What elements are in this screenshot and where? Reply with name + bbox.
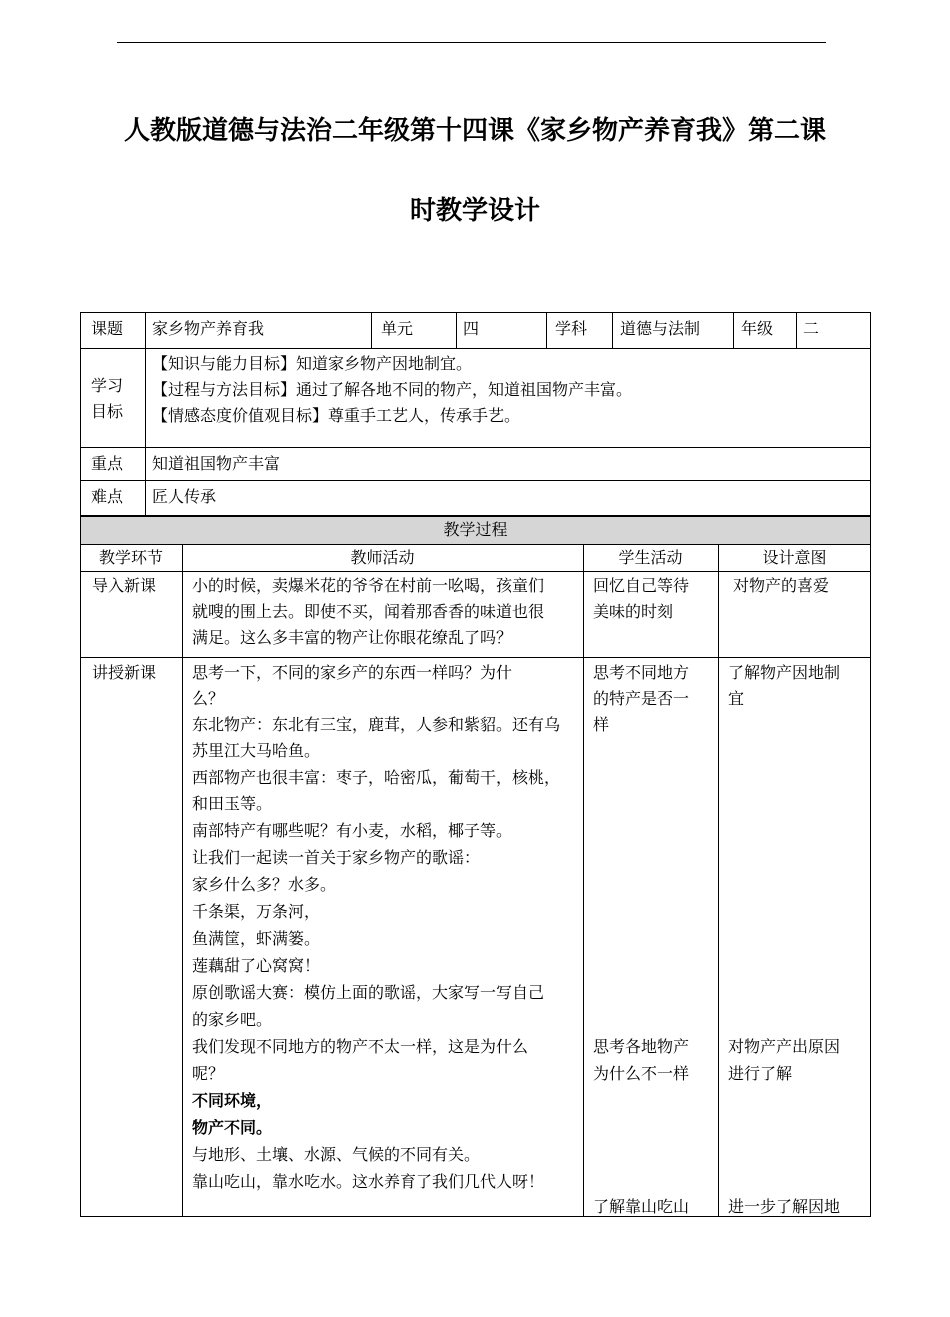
unit-value: 四 [463, 319, 480, 338]
column-header: 教师活动 [350, 548, 415, 567]
subject-value: 道德与法制 [620, 319, 701, 338]
teach-stage: 讲授新课 [92, 663, 157, 682]
intro-teacher-line: 满足。这么多丰富的物产让你眼花缭乱了吗？ [192, 628, 513, 647]
teach-teacher-line: 鱼满筐，虾满篓。 [192, 929, 321, 948]
intro-teacher-line: 就嗖的围上去。即使不买，闻着那香香的味道也很 [192, 602, 545, 621]
teach-student-line: 为什么不一样 [593, 1064, 690, 1083]
teach-intent-line: 了解物产因地制 [728, 663, 841, 682]
teach-teacher-line: 靠山吃山，靠水吃水。这水养育了我们几代人呀！ [192, 1172, 545, 1191]
grade-label: 年级 [741, 319, 774, 338]
teach-teacher-line: 千条渠，万条河， [192, 902, 321, 921]
intro-teacher-line: 小的时候，卖爆米花的爷爷在村前一吆喝，孩童们 [192, 576, 545, 595]
intro-student-line: 美味的时刻 [593, 602, 674, 621]
teach-intent-line: 对物产产出原因 [728, 1037, 841, 1056]
teach-student-line: 了解靠山吃山 [593, 1197, 690, 1216]
grade-value: 二 [803, 319, 820, 338]
goals-label-1: 学习 [91, 376, 124, 395]
difficulty-text: 匠人传承 [152, 487, 217, 506]
difficulty-label: 难点 [91, 487, 124, 506]
key-point-label: 重点 [91, 454, 124, 473]
topic-label: 课题 [91, 319, 124, 338]
column-header: 教学环节 [98, 548, 163, 567]
teach-teacher-line: 家乡什么多？水多。 [192, 875, 337, 894]
unit-label: 单元 [381, 319, 414, 338]
document-title-line1: 人教版道德与法治二年级第十四课《家乡物产养育我》第二课 [123, 116, 826, 146]
teach-teacher-line: 呢？ [192, 1064, 225, 1083]
column-header: 学生活动 [618, 548, 683, 567]
teach-teacher-line: 莲藕甜了心窝窝！ [192, 956, 321, 975]
teach-teacher-line: 西部物产也很丰富：枣子，哈密瓜，葡萄干，核桃， [192, 768, 561, 787]
teach-teacher-line: 不同环境， [192, 1091, 273, 1110]
goals-label-2: 目标 [91, 402, 124, 421]
document-title-line2: 时教学设计 [409, 196, 540, 226]
intro-student-line: 回忆自己等待 [593, 576, 690, 595]
teach-teacher-line: 苏里江大马哈鱼。 [192, 741, 321, 760]
goal-item: 【过程与方法目标】通过了解各地不同的物产，知道祖国物产丰富。 [152, 380, 633, 399]
teach-teacher-line: 与地形、土壤、水源、气候的不同有关。 [192, 1145, 481, 1164]
intro-stage: 导入新课 [92, 576, 157, 595]
teach-teacher-line: 原创歌谣大赛：模仿上面的歌谣，大家写一写自己 [192, 983, 545, 1002]
header-rule [117, 42, 826, 43]
goal-item: 【情感态度价值观目标】尊重手工艺人，传承手艺。 [152, 406, 521, 425]
topic-value: 家乡物产养育我 [152, 319, 265, 338]
teach-student-line: 思考不同地方 [593, 663, 690, 682]
teach-teacher-line: 思考一下，不同的家乡产的东西一样吗？为什 [192, 663, 513, 682]
teach-student-line: 思考各地物产 [593, 1037, 690, 1056]
goal-item: 【知识与能力目标】知道家乡物产因地制宜。 [152, 354, 473, 373]
teach-intent-line: 进一步了解因地 [728, 1197, 841, 1216]
teach-student-line: 样 [593, 715, 610, 734]
teach-teacher-line: 物产不同。 [192, 1118, 273, 1137]
intro-intent: 对物产的喜爱 [733, 576, 830, 595]
teach-teacher-line: 让我们一起读一首关于家乡物产的歌谣： [192, 848, 481, 867]
teach-student-line: 的特产是否一 [593, 689, 690, 708]
teach-intent-line: 宜 [728, 689, 745, 708]
column-header: 设计意图 [762, 548, 827, 567]
teach-intent-line: 进行了解 [728, 1064, 793, 1083]
teach-teacher-line: 的家乡吧。 [192, 1010, 273, 1029]
teach-teacher-line: 和田玉等。 [192, 794, 273, 813]
teach-teacher-line: 么？ [192, 689, 225, 708]
process-heading: 教学过程 [443, 520, 508, 539]
teach-teacher-line: 我们发现不同地方的物产不太一样，这是为什么 [192, 1037, 529, 1056]
subject-label: 学科 [555, 319, 588, 338]
teach-teacher-line: 东北物产：东北有三宝，鹿茸，人参和紫貂。还有乌 [192, 715, 561, 734]
key-point-text: 知道祖国物产丰富 [152, 454, 281, 473]
teach-teacher-line: 南部特产有哪些呢？有小麦，水稻，椰子等。 [192, 821, 513, 840]
